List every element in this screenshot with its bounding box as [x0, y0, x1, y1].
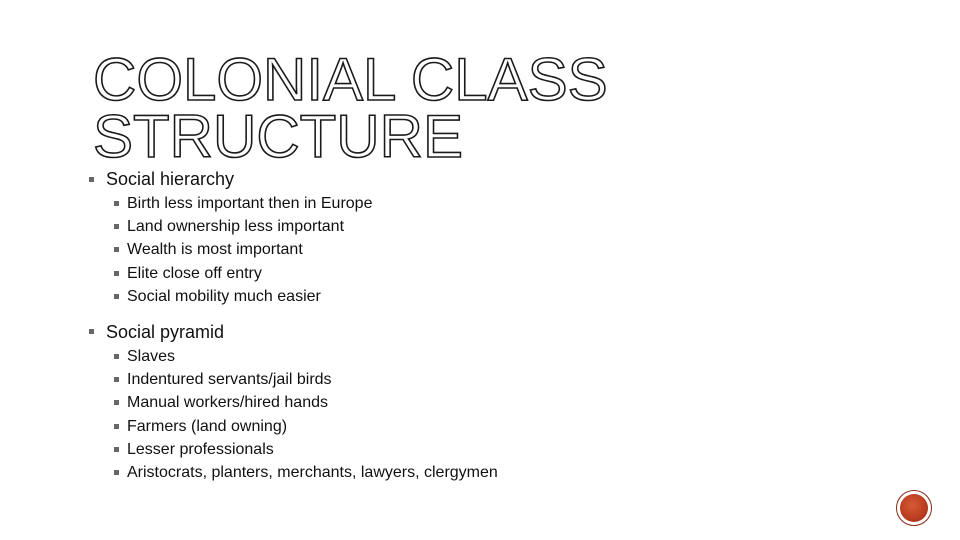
square-bullet-icon: [114, 354, 119, 359]
circular-emblem-icon: [896, 490, 932, 526]
list-item: [114, 192, 906, 215]
slide-content: [86, 166, 906, 484]
list-item: [114, 368, 906, 391]
list-item: [114, 285, 906, 308]
section-social-hierarchy: [86, 166, 906, 308]
square-bullet-icon: [114, 424, 119, 429]
square-bullet-icon: [114, 377, 119, 382]
list-item: [114, 262, 906, 285]
list-item-text: Farmers (land owning): [127, 417, 288, 435]
list-item: [114, 238, 906, 261]
section-heading: Social pyramid: [106, 321, 225, 342]
slide-title-line-2: STRUCTURE: [93, 103, 463, 170]
square-bullet-icon: [114, 447, 119, 452]
list-item-text: Slaves: [127, 347, 176, 365]
bullet-level-1: [86, 166, 906, 192]
list-item: [114, 438, 906, 461]
bullet-level-1: [86, 319, 906, 345]
square-bullet-icon: [114, 271, 119, 276]
list-item-text: Birth less important then in Europe: [127, 195, 373, 212]
list-item: [114, 345, 906, 368]
sub-bullet-list: [86, 192, 906, 308]
square-bullet-icon: [114, 247, 119, 252]
list-item: [114, 461, 906, 484]
square-bullet-icon: [114, 201, 119, 206]
square-bullet-icon: [89, 177, 94, 182]
list-item-text: Indentured servants/jail birds: [127, 371, 332, 389]
list-item-text: Elite close off entry: [127, 264, 262, 282]
list-item-text: Social mobility much easier: [127, 287, 321, 305]
slide-title-line-1: COLONIAL CLASS: [93, 46, 608, 113]
sub-bullet-list: [86, 345, 906, 484]
list-item-text: Lesser professionals: [127, 440, 274, 458]
square-bullet-icon: [114, 400, 119, 405]
square-bullet-icon: [114, 470, 119, 475]
square-bullet-icon: [89, 329, 94, 334]
square-bullet-icon: [114, 224, 119, 229]
list-item-text: Wealth is most important: [127, 241, 303, 259]
list-item: [114, 391, 906, 414]
list-item-text: Land ownership less important: [127, 218, 345, 236]
list-item-text: Aristocrats, planters, merchants, lawyers, clergymen: [127, 463, 498, 481]
emblem-fill: [900, 494, 928, 522]
list-item: [114, 215, 906, 238]
list-item: [114, 415, 906, 438]
section-heading: Social hierarchy: [106, 169, 235, 189]
section-social-pyramid: [86, 319, 906, 484]
list-item-text: Manual workers/hired hands: [127, 394, 328, 412]
square-bullet-icon: [114, 294, 119, 299]
